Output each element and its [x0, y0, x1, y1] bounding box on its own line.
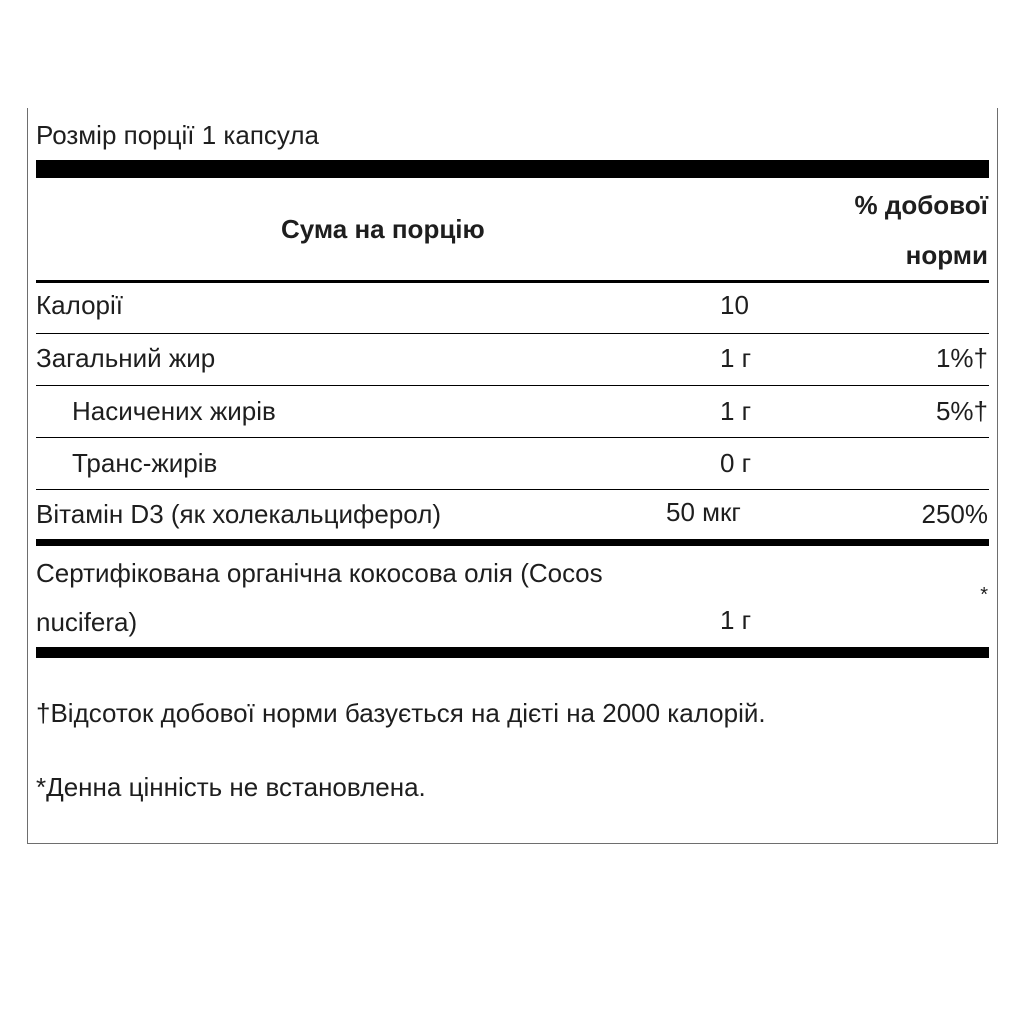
- footnote-daily-value-basis: †Відсоток добової норми базується на дієті на 2000 калорій.: [36, 698, 766, 728]
- serving-size: Розмір порції 1 капсула: [36, 120, 319, 150]
- nutrient-amount: 10: [720, 290, 749, 320]
- nutrient-daily-value: 1%†: [935, 343, 988, 373]
- footnote-not-established: *Денна цінність не встановлена.: [36, 772, 426, 802]
- daily-value-header-line2: норми: [905, 240, 988, 270]
- thick-divider-top: [36, 160, 989, 178]
- nutrient-daily-value: 5%†: [935, 396, 988, 426]
- thick-divider-middle: [36, 539, 989, 546]
- row-divider: [36, 333, 989, 334]
- nutrient-daily-value: 250%: [921, 499, 988, 529]
- nutrient-name: Загальний жир: [36, 343, 216, 373]
- ingredient-daily-value: *: [980, 584, 988, 606]
- nutrient-name: Насичених жирів: [72, 396, 276, 426]
- nutrient-name: Калорії: [36, 290, 123, 320]
- nutrient-amount: 1 г: [720, 343, 752, 373]
- row-divider: [36, 489, 989, 490]
- header-divider: [36, 280, 989, 283]
- ingredient-amount: 1 г: [720, 605, 752, 635]
- daily-value-header-line1: % добової: [854, 190, 988, 220]
- ingredient-name-line2: nucifera): [36, 607, 138, 637]
- nutrient-amount: 0 г: [720, 448, 752, 478]
- row-divider: [36, 437, 989, 438]
- row-divider: [36, 385, 989, 386]
- nutrient-amount: 1 г: [720, 396, 752, 426]
- amount-per-serving-header: Сума на порцію: [281, 214, 485, 244]
- nutrient-name: Транс-жирів: [72, 448, 218, 478]
- ingredient-name-line1: Сертифікована органічна кокосова олія (Cocos: [36, 558, 603, 588]
- nutrient-amount: 50 мкг: [666, 497, 741, 527]
- thick-divider-bottom: [36, 647, 989, 658]
- nutrient-name: Вітамін D3 (як холекальциферол): [36, 499, 442, 529]
